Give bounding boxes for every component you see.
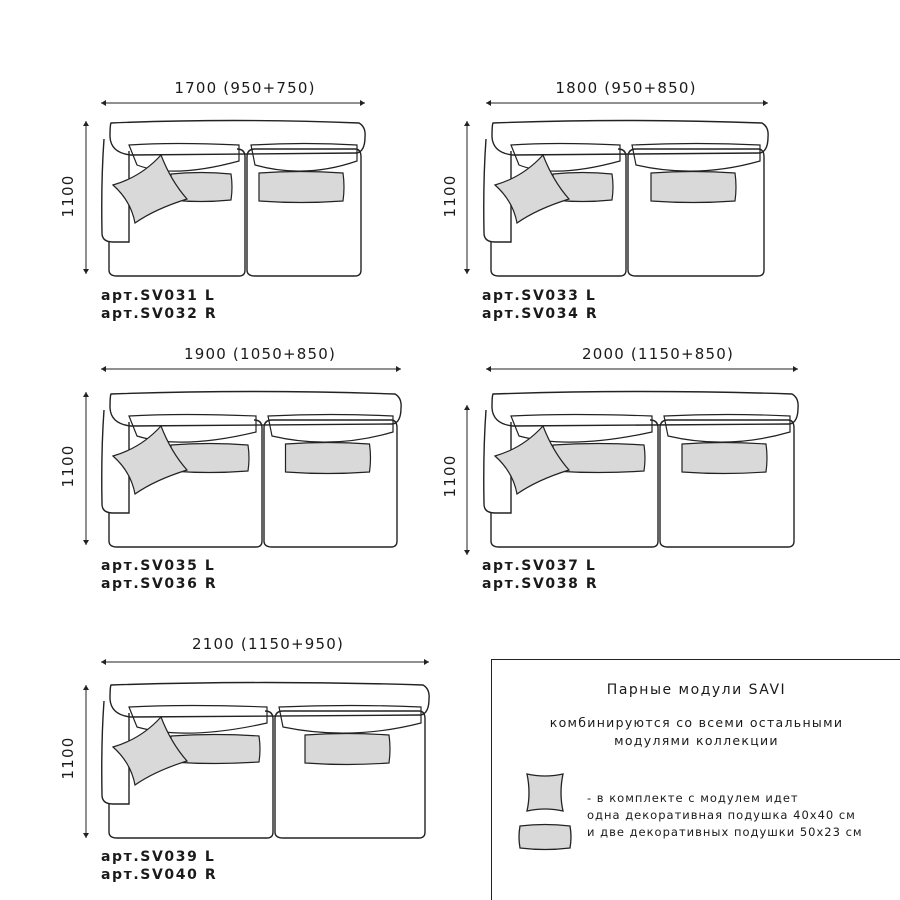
- module-1-backrest: [110, 121, 365, 156]
- legend-note: [587, 790, 863, 841]
- module-5-art-left: арт.SV039 L: [101, 849, 216, 865]
- legend-subtitle: [492, 714, 900, 750]
- legend-subtitle-line-2: модулями коллекции: [614, 733, 779, 748]
- module-2-art-right: арт.SV034 R: [482, 306, 599, 322]
- module-3-depth-label: 1100: [59, 444, 77, 488]
- module-1-art-left: арт.SV031 L: [101, 288, 216, 304]
- module-5-square-pillow: [113, 717, 187, 785]
- module-3-square-pillow: [113, 426, 187, 494]
- module-4-width-label: 2000 (1150+850): [581, 345, 735, 363]
- module-3-width-dim-arrow-end: [396, 366, 401, 372]
- module-2-square-pillow: [495, 155, 569, 223]
- module-4-depth-label: 1100: [441, 454, 459, 498]
- module-2-width-dim-arrow-start: [486, 100, 491, 106]
- module-3-art-right: арт.SV036 R: [101, 576, 218, 592]
- module-3-back-cushion-right: [268, 415, 393, 443]
- module-1-depth-dim-arrow-end: [83, 269, 89, 274]
- module-4-width-dim-arrow-start: [486, 366, 491, 372]
- module-1-articles: [101, 287, 217, 323]
- module-1-rect-pillow-right: [259, 172, 344, 203]
- module-1-back-cushion-right: [251, 144, 357, 172]
- module-4-square-pillow: [495, 426, 569, 494]
- legend-title: Парные модули SAVI: [606, 682, 787, 698]
- module-2-backrest: [492, 121, 768, 156]
- module-2-width-dim-arrow-end: [763, 100, 768, 106]
- module-2-depth-dim-arrow-start: [464, 121, 470, 126]
- module-4-backrest: [492, 392, 798, 427]
- module-4-depth-dim-arrow-end: [464, 550, 470, 555]
- square-pillow-icon: [522, 770, 568, 816]
- module-1-depth-label: 1100: [59, 174, 77, 218]
- module-3-depth-dim-arrow-start: [83, 392, 89, 397]
- module-5-art-right: арт.SV040 R: [101, 867, 218, 883]
- module-5-articles: [101, 848, 217, 884]
- legend-note-line-1: - в комплекте с модулем идет: [587, 791, 799, 805]
- module-1-width-dim-arrow-end: [360, 100, 365, 106]
- module-2-art-left: арт.SV033 L: [482, 288, 597, 304]
- module-4-art-left: арт.SV037 L: [482, 558, 597, 574]
- module-4-width-dim-arrow-end: [793, 366, 798, 372]
- module-4-depth-dim-arrow-start: [464, 405, 470, 410]
- module-4-art-right: арт.SV038 R: [482, 576, 599, 592]
- module-5-width-dim-arrow-start: [101, 659, 106, 665]
- module-3-articles: [101, 557, 217, 593]
- module-5-depth-label: 1100: [59, 736, 77, 780]
- module-5-depth-dim-arrow-start: [83, 685, 89, 690]
- module-2-depth-dim-arrow-end: [464, 269, 470, 274]
- module-3-width-label: 1900 (1050+850): [183, 345, 337, 363]
- module-2-back-cushion-right: [632, 144, 760, 172]
- module-5-width-dim-arrow-end: [424, 659, 429, 665]
- module-2-depth-label: 1100: [441, 174, 459, 218]
- legend-note-line-2: одна декоративная подушка 40х40 см: [587, 808, 856, 822]
- module-5-width-label: 2100 (1150+950): [191, 635, 345, 653]
- module-5-rect-pillow-right: [305, 734, 390, 765]
- module-2-width-label: 1800 (950+850): [555, 79, 697, 97]
- module-5-back-cushion-right: [279, 706, 421, 734]
- module-1-width-dim-arrow-start: [101, 100, 106, 106]
- module-4-rect-pillow-right: [682, 443, 767, 474]
- module-2-articles: [482, 287, 598, 323]
- rect-pillow-icon: [516, 822, 574, 852]
- module-2-back-cushion-left: [511, 144, 620, 172]
- module-1-back-cushion-left: [129, 144, 239, 172]
- module-2-rect-pillow-right: [651, 172, 736, 203]
- module-3-width-dim-arrow-start: [101, 366, 106, 372]
- legend-box: [491, 659, 900, 900]
- module-1-seat-right: [247, 149, 361, 276]
- module-1-square-pillow: [113, 155, 187, 223]
- module-5-depth-dim-arrow-end: [83, 833, 89, 838]
- legend-subtitle-line-1: комбинируются со всеми остальными: [549, 715, 844, 730]
- legend-note-line-3: и две декоративных подушки 50х23 см: [587, 825, 863, 839]
- module-3-rect-pillow-right: [286, 443, 371, 474]
- module-4-articles: [482, 557, 598, 593]
- module-1-width-label: 1700 (950+750): [174, 79, 316, 97]
- module-4-back-cushion-right: [664, 415, 790, 443]
- module-3-art-left: арт.SV035 L: [101, 558, 216, 574]
- module-1-depth-dim-arrow-start: [83, 121, 89, 126]
- module-1-art-right: арт.SV032 R: [101, 306, 218, 322]
- module-3-depth-dim-arrow-end: [83, 540, 89, 545]
